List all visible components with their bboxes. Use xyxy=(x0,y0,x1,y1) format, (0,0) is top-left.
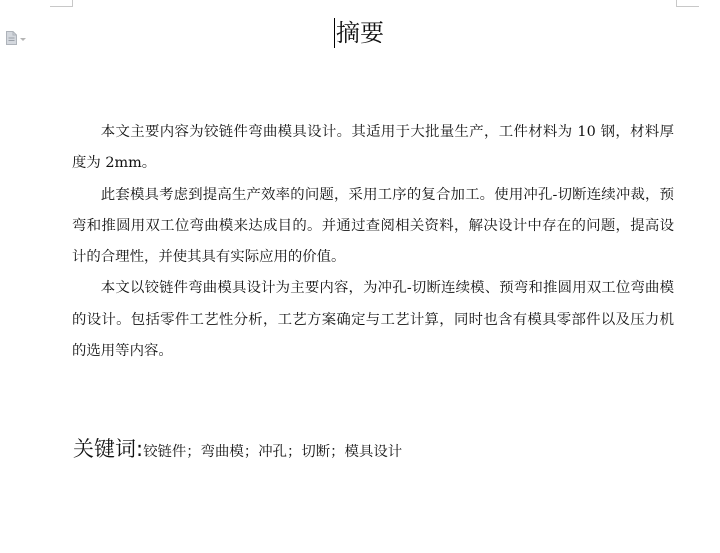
document-title[interactable] xyxy=(0,16,720,50)
page-margin-mark-top-right xyxy=(676,0,699,7)
keywords-label: 关键词: xyxy=(73,437,144,461)
abstract-paragraph: 此套模具考虑到提高生产效率的问题，采用工序的复合加工。使用冲孔-切断连续冲裁，预弯和推圆用双工位弯曲模来达成目的。并通过查阅相关资料，解决设计中存在的问题，提高设计的合理性，并使其具有实际应用的价值。 xyxy=(72,186,674,266)
document-title-text: 摘要 xyxy=(336,19,384,47)
abstract-paragraph: 本文主要内容为铰链件弯曲模具设计。其适用于大批量生产，工件材料为 10 钢，材料厚度为 2mm。 xyxy=(72,124,674,172)
abstract-paragraph: 本文以铰链件弯曲模具设计为主要内容，为冲孔-切断连续模、预弯和推圆用双工位弯曲模的设计。包括零件工艺性分析，工艺方案确定与工艺计算，同时也含有模具零部件以及压力机的选用等内容。 xyxy=(72,280,674,360)
page-margin-mark-top-left xyxy=(50,0,73,7)
keywords-line[interactable] xyxy=(73,432,402,469)
text-cursor xyxy=(334,18,335,48)
keywords-values: 铰链件；弯曲模；冲孔；切断；模具设计 xyxy=(143,444,403,460)
abstract-body[interactable] xyxy=(72,117,674,367)
